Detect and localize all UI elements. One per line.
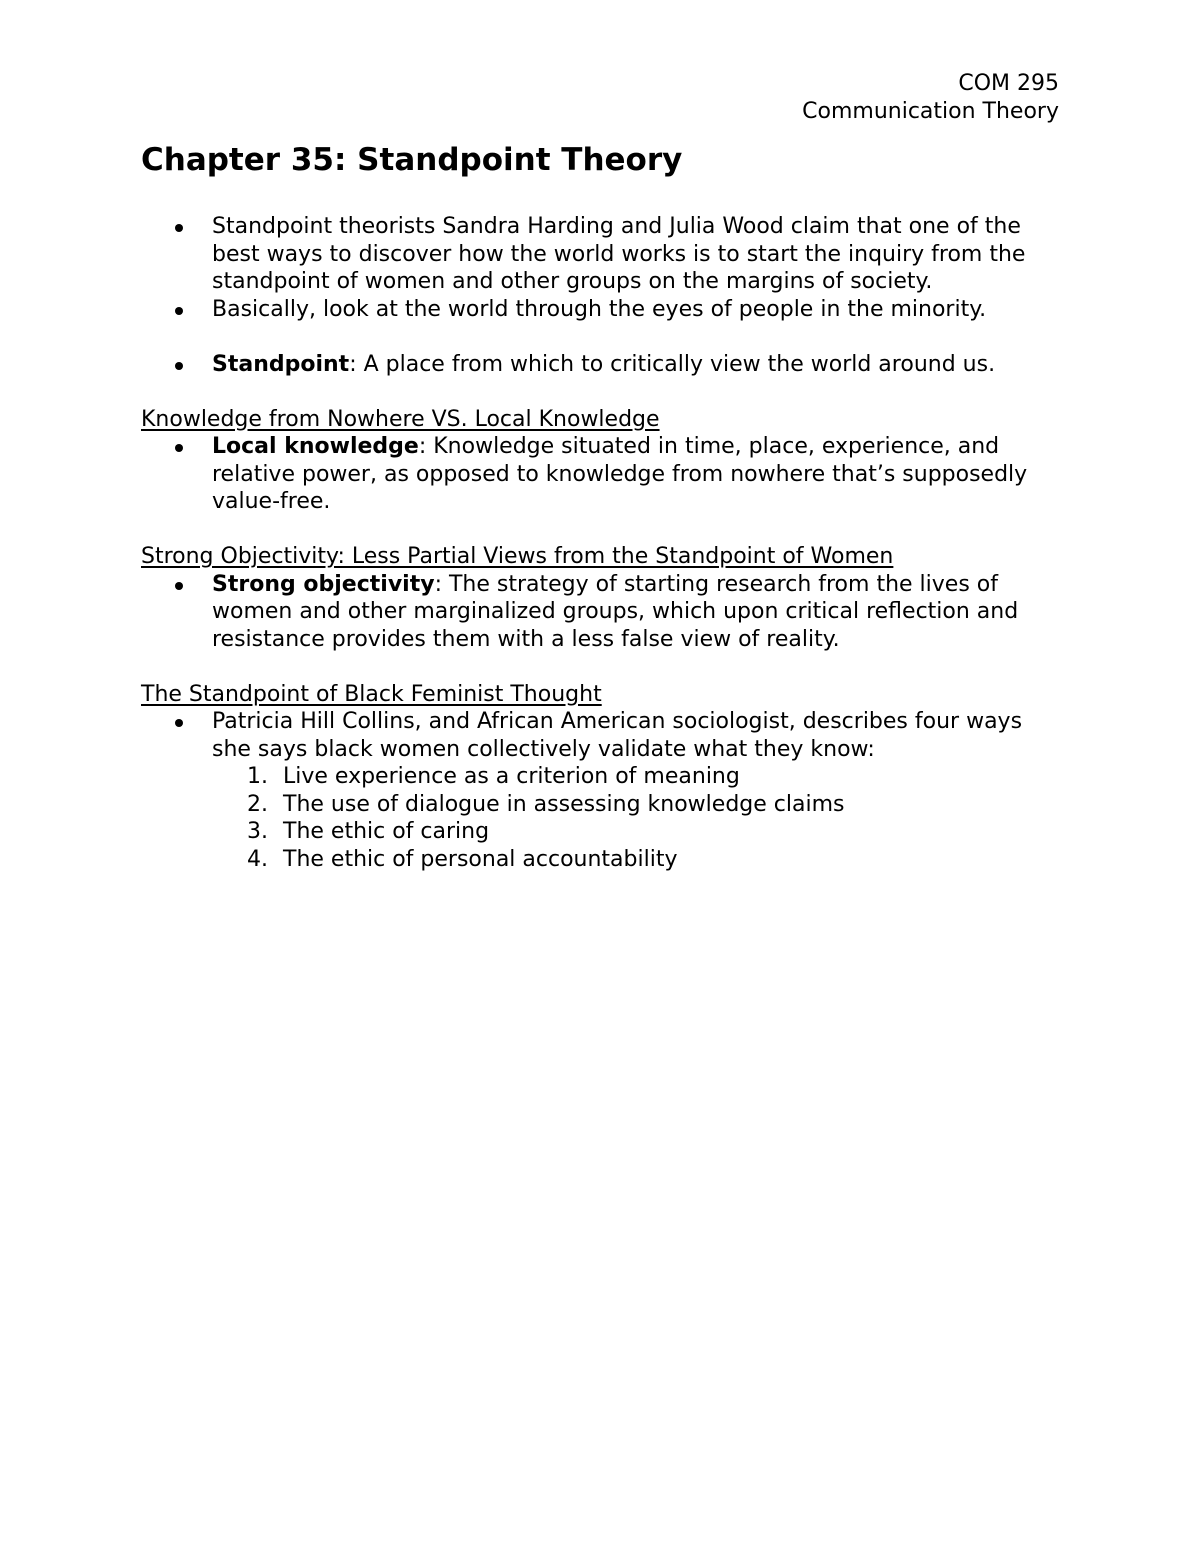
- numbered-item: [141, 791, 1061, 819]
- strong-objectivity-term: Strong objectivity: [212, 571, 435, 597]
- bullet-icon: [175, 224, 183, 232]
- local-knowledge-list: [141, 433, 1061, 516]
- item-number: 4.: [247, 846, 268, 872]
- item-number: 2.: [247, 791, 268, 817]
- intro-bullet-1: Standpoint theorists Sandra Harding and Julia Wood claim that one of the best ways to discover how the world works is to start the inquiry from the standpoint of women and other groups on the margins of society.: [212, 214, 1026, 294]
- item-text: The use of dialogue in assessing knowledge claims: [283, 791, 845, 817]
- collins-bullet: Patricia Hill Collins, and African American sociologist, describes four ways she says black women collectively validate what they know:: [212, 709, 1023, 762]
- course-name: Communication Theory: [802, 99, 1059, 124]
- bullet-icon: [175, 582, 183, 590]
- local-knowledge-definition: : Knowledge situated in time, place, experience, and relative power, as opposed to knowledge from nowhere that’s supposedly value-free.: [212, 434, 1028, 514]
- spacer: [141, 653, 1061, 681]
- bullet-icon: [175, 307, 183, 315]
- item-text: The ethic of personal accountability: [283, 846, 678, 872]
- item-number: 1.: [247, 764, 268, 789]
- page-title: Chapter 35: Standpoint Theory: [141, 142, 683, 178]
- section-heading-local-knowledge: Knowledge from Nowhere VS. Local Knowledge: [141, 406, 660, 432]
- course-header: [802, 70, 1059, 126]
- item-text: Live experience as a criterion of meaning: [283, 764, 740, 789]
- numbered-item: [141, 763, 1061, 791]
- bullet-icon: [175, 444, 183, 452]
- list-item: [141, 213, 1061, 296]
- course-code: COM 295: [958, 71, 1059, 96]
- standpoint-term: Standpoint: [212, 351, 350, 377]
- section-heading-strong-objectivity: Strong Objectivity: Less Partial Views from the Standpoint of Women: [141, 544, 894, 569]
- spacer: [141, 378, 1061, 406]
- list-item: [141, 571, 1061, 654]
- numbered-item: [141, 846, 1061, 874]
- list-item: [141, 351, 1061, 379]
- list-item: [141, 708, 1061, 763]
- bullet-icon: [175, 362, 183, 370]
- black-feminist-list: [141, 708, 1061, 763]
- numbered-item: [141, 818, 1061, 846]
- strong-objectivity-definition: : The strategy of starting research from the lives of women and other marginalized groups, which upon critical reflection and resistance provides them with a less false view of reality.: [212, 571, 1019, 652]
- list-item: [141, 296, 1061, 324]
- intro-bullet-2: Basically, look at the world through the eyes of people in the minority.: [212, 296, 987, 322]
- spacer: [141, 516, 1061, 544]
- standpoint-definition-list: [141, 351, 1061, 379]
- bullet-icon: [175, 719, 183, 727]
- item-text: The ethic of caring: [283, 819, 490, 844]
- intro-list: [141, 213, 1061, 323]
- validation-numbered-list: [141, 763, 1061, 873]
- standpoint-definition: : A place from which to critically view the world around us.: [349, 351, 996, 377]
- document-body: [141, 213, 1061, 873]
- item-number: 3.: [247, 819, 268, 844]
- list-item: [141, 433, 1061, 516]
- section-heading-black-feminist-thought: The Standpoint of Black Feminist Thought: [141, 681, 602, 707]
- spacer: [141, 323, 1061, 351]
- local-knowledge-term: Local knowledge: [212, 434, 419, 459]
- strong-objectivity-list: [141, 571, 1061, 654]
